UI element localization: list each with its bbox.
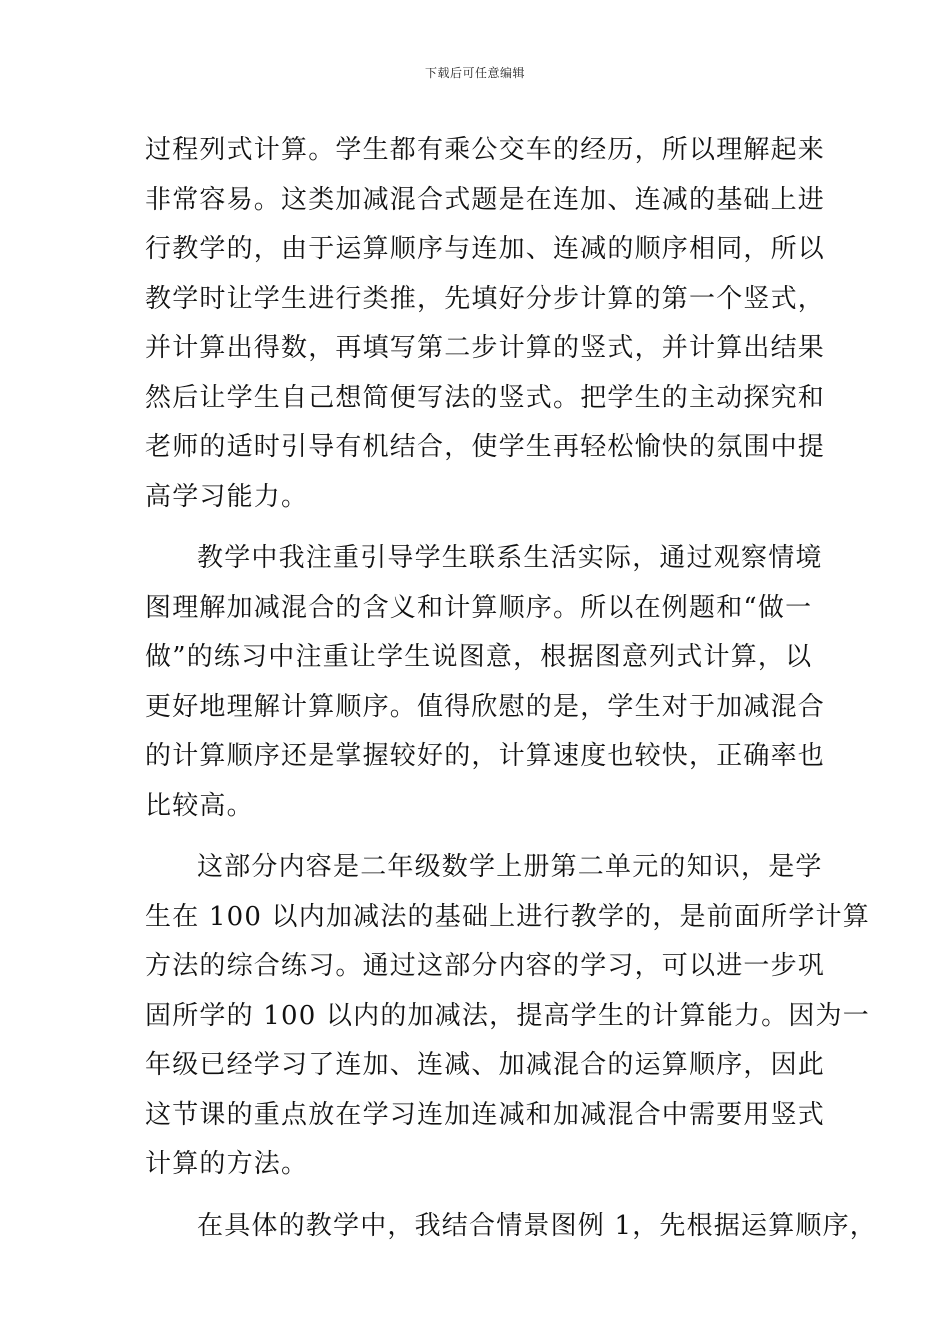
text-line: 行教学的，由于运算顺序与连加、连减的顺序相同，所以: [145, 234, 826, 264]
text-line: 做”的练习中注重让学生说图意，根据图意列式计算，以: [145, 642, 813, 672]
paragraph-3: [145, 843, 870, 1190]
paragraph-spacer: [145, 522, 835, 534]
document-body: [145, 126, 878, 1251]
text-line: 这节课的重点放在学习连加连减和加减混合中需要用竖式: [145, 1099, 826, 1130]
text-line: 然后让学生自己想简便写法的竖式。把学生的主动探究和: [145, 382, 826, 413]
text-line: 这部分内容是二年级数学上册第二单元的知识，是学: [197, 852, 823, 882]
text-line: 计算的方法。: [145, 1149, 309, 1179]
paragraph-spacer: [145, 1190, 835, 1202]
text-line: 年级已经学习了连加、连减、加减混合的运算顺序，因此: [145, 1050, 826, 1080]
text-line: 方法的综合练习。通过这部分内容的学习，可以进一步巩: [145, 951, 826, 981]
text-line: 过程列式计算。学生都有乘公交车的经历，所以理解起来: [145, 135, 826, 165]
paragraph-spacer: [145, 831, 835, 843]
text-line: 的计算顺序还是掌握较好的，计算速度也较快，正确率也: [145, 741, 826, 771]
text-line: 教学时让学生进行类推，先填好分步计算的第一个竖式，: [145, 283, 826, 314]
text-line: 教学中我注重引导学生联系生活实际，通过观察情境: [197, 543, 823, 573]
text-line: 固所学的 100 以内的加减法，提高学生的计算能力。因为一: [145, 1000, 870, 1031]
text-line: 非常容易。这类加减混合式题是在连加、连减的基础上进: [145, 184, 826, 215]
text-line: 生在 100 以内加减法的基础上进行教学的，是前面所学计算: [145, 901, 870, 932]
paragraph-4: [145, 1202, 878, 1252]
text-line: 老师的适时引导有机结合，使学生再轻松愉快的氛围中提: [145, 432, 826, 462]
text-line: 图理解加减混合的含义和计算顺序。所以在例题和“做一: [145, 592, 813, 623]
paragraph-2: [145, 534, 835, 831]
text-line: 比较高。: [145, 790, 254, 821]
page-header: 下载后可任意编辑: [424, 66, 525, 80]
text-line: 在具体的教学中，我结合情景图例 1，先根据运算顺序，: [197, 1210, 878, 1241]
text-line: 并计算出得数，再填写第二步计算的竖式，并计算出结果: [145, 333, 826, 363]
text-line: 高学习能力。: [145, 481, 309, 512]
paragraph-1: [145, 126, 835, 522]
text-line: 更好地理解计算顺序。值得欣慰的是，学生对于加减混合: [145, 691, 826, 722]
